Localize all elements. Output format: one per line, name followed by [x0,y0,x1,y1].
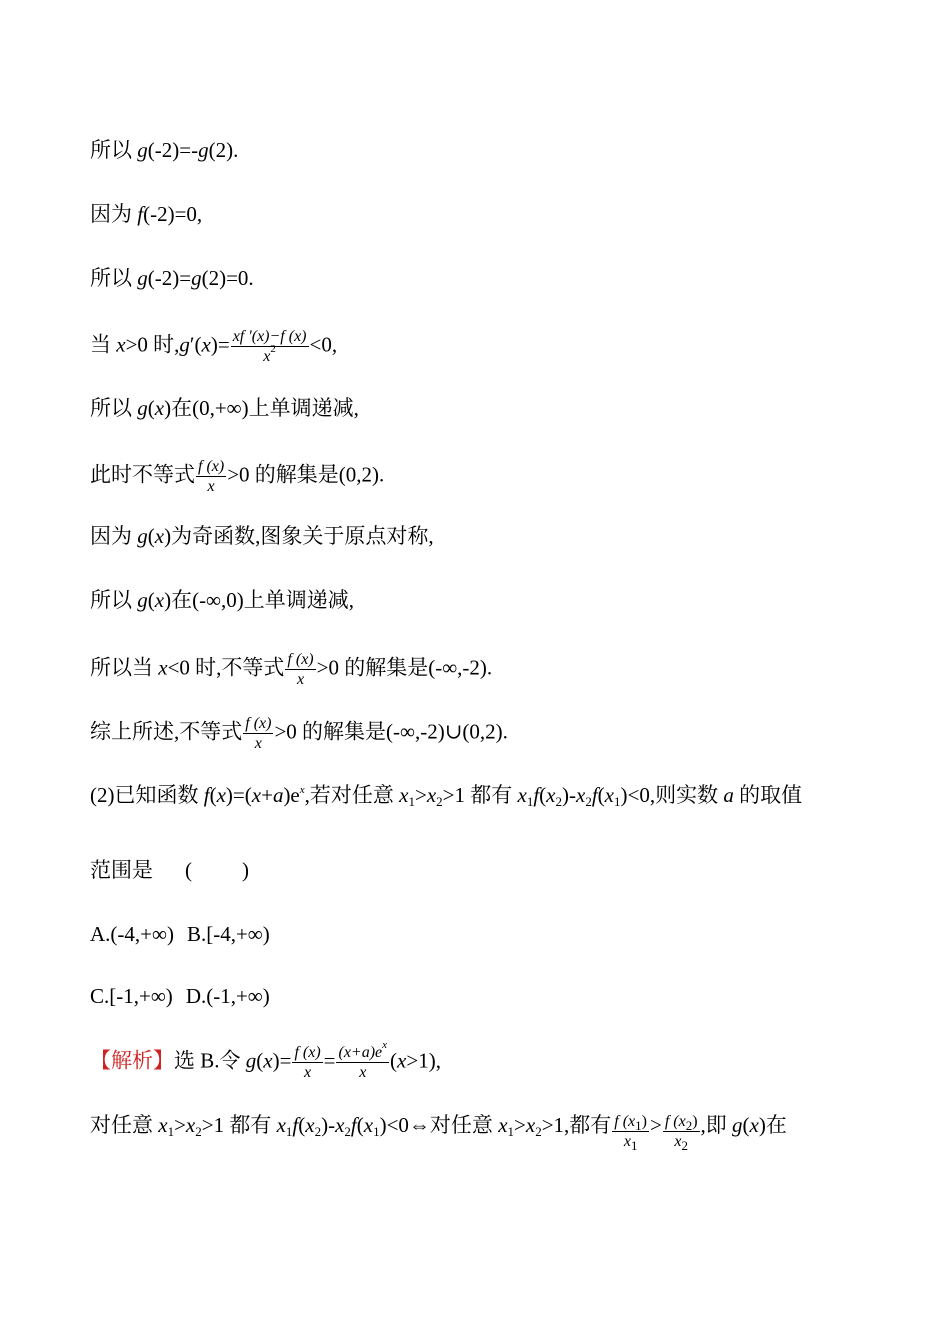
text-line-5: 所以 g(x)在(0,+∞)上单调递减, [90,396,359,420]
options-line-cd [90,981,270,1011]
text-line-4: 当 x>0 时,g′(x)= $\frac{xf '(x)-f (x)}{x^2}$ <0, [90,328,338,365]
analysis-line-1: 【解析】选 B.令 g(x)= $\frac{f (x)}{x}$ = $\frac{(x+a)e^x}{x}$ (x>1), [90,1039,441,1081]
text-line-9: 所以当 x<0 时,不等式 $\frac{f (x)}{x}$ >0 的解集是(-∞,-2). [90,651,493,688]
fraction-derivative: $\frac{xf '(x)-f (x)}{x^2}$ [232,328,307,365]
fraction-fx-over-x: $\frac{f (x)}{x}$ [287,651,314,688]
text-line-1: 所以 g(-2)=-g(2). [90,138,239,162]
option-d: D.(-1,+∞) [185,984,270,1008]
options-line-ab [90,919,270,949]
question-line-2: 范围是 ( ) [90,858,249,882]
fraction-fx-over-x: $\frac{f (x)}{x}$ [245,715,272,752]
fraction-fx-over-x: $\frac{f (x)}{x}$ [294,1044,321,1081]
text-line-7: 因为 g(x)为奇函数,图象关于原点对称, [90,524,434,548]
option-a: A.(-4,+∞) [90,922,174,946]
option-b: B.[-4,+∞) [186,922,270,946]
fraction-fx2-over-x2: $\frac{f (x_2)}{x_2}$ [664,1113,698,1153]
analysis-tag: 【解析】 [90,1048,174,1073]
text-line-10: 综上所述,不等式 $\frac{f (x)}{x}$ >0 的解集是(-∞,-2)∪(0,2). [90,715,508,752]
text-line-2: 因为 f(-2)=0, [90,202,203,226]
fraction-fx-over-x: $\frac{f (x)}{x}$ [198,458,225,495]
text-line-6: 此时不等式 $\frac{f (x)}{x}$ >0 的解集是(0,2). [90,458,385,495]
option-c: C.[-1,+∞) [90,984,173,1008]
text-line-3: 所以 g(-2)=g(2)=0. [90,266,254,290]
fraction-g-definition: $\frac{(x+a)e^x}{x}$ [338,1039,388,1081]
analysis-line-2: 对任意 $x_1>x_2>1$ 都有 $x_1f(x_2)-x_2f(x_1)<0\Leftrightarrow$对任意 $x_1>x_2>1$,都有 $\frac{f (x_1)}{x_1}$ > $\frac{f (x_2)}{x_2}$ ,即 g(x)在 [90,1113,787,1153]
text-line-8: 所以 g(x)在(-∞,0)上单调递减, [90,588,355,612]
question-line-1: (2)已知函数 $f(x)=(x+a)e^x$,若对任意 $x_1>x_2>1$ 都有 $x_1f(x_2)-x_2f(x_1)<0$,则实数 a 的取值 [90,783,803,809]
fraction-fx1-over-x1: $\frac{f (x_1)}{x_1}$ [614,1113,647,1153]
